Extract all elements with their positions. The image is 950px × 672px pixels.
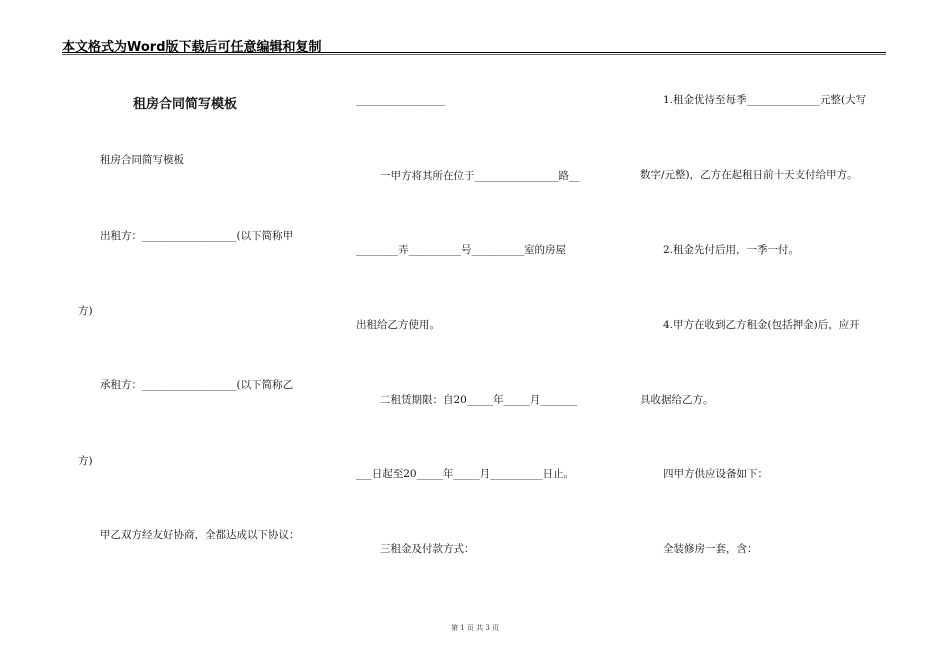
- col2-line-2: 一甲方将其所在位于________________路__: [380, 170, 580, 182]
- col3-line-1: 1.租金优待至每季______________元整(大写: [663, 94, 867, 106]
- col1-para-lessor-cont: 方): [78, 305, 93, 317]
- document-title: 租房合同简写模板: [133, 97, 238, 112]
- col3-line-7: 全装修房一套，含：: [663, 543, 758, 555]
- header-rule: [62, 52, 886, 53]
- col3-line-6: 四甲方供应设备如下：: [663, 468, 768, 480]
- col2-line-6: ___日起至20_____年_____月__________日止。: [356, 468, 575, 480]
- col1-para-lessor: 出租方：__________________(以下简称甲: [100, 230, 294, 242]
- col2-line-5: 二租赁期限：自20_____年_____月_______: [380, 394, 578, 406]
- col2-line-4: 出租给乙方使用。: [356, 319, 440, 331]
- page-footer: 第 1 页 共 3 页: [450, 624, 500, 632]
- col1-para-agreement: 甲乙双方经友好协商，全都达成以下协议：: [100, 529, 300, 541]
- col3-line-3: 2.租金先付后用，一季一付。: [663, 244, 800, 256]
- col1-para-lessee: 承租方：__________________(以下简称乙: [100, 379, 294, 391]
- col2-line-1: _________________: [356, 94, 446, 106]
- col2-line-7: 三租金及付款方式：: [380, 543, 475, 555]
- col3-line-2: 数字/元整)，乙方在起租日前十天支付给甲方。: [640, 169, 858, 181]
- col1-para-1: 租房合同简写模板: [100, 154, 184, 166]
- header-rule-secondary: [62, 54, 886, 55]
- col3-line-4: 4.甲方在收到乙方租金(包括押金)后，应开: [663, 319, 860, 331]
- col3-line-5: 具收据给乙方。: [640, 394, 714, 406]
- col1-para-lessee-cont: 方): [78, 455, 93, 467]
- document-header: 本文格式为Word版下载后可任意编辑和复制: [62, 40, 322, 55]
- col2-line-3: ________弄__________号__________室的房屋: [356, 244, 566, 256]
